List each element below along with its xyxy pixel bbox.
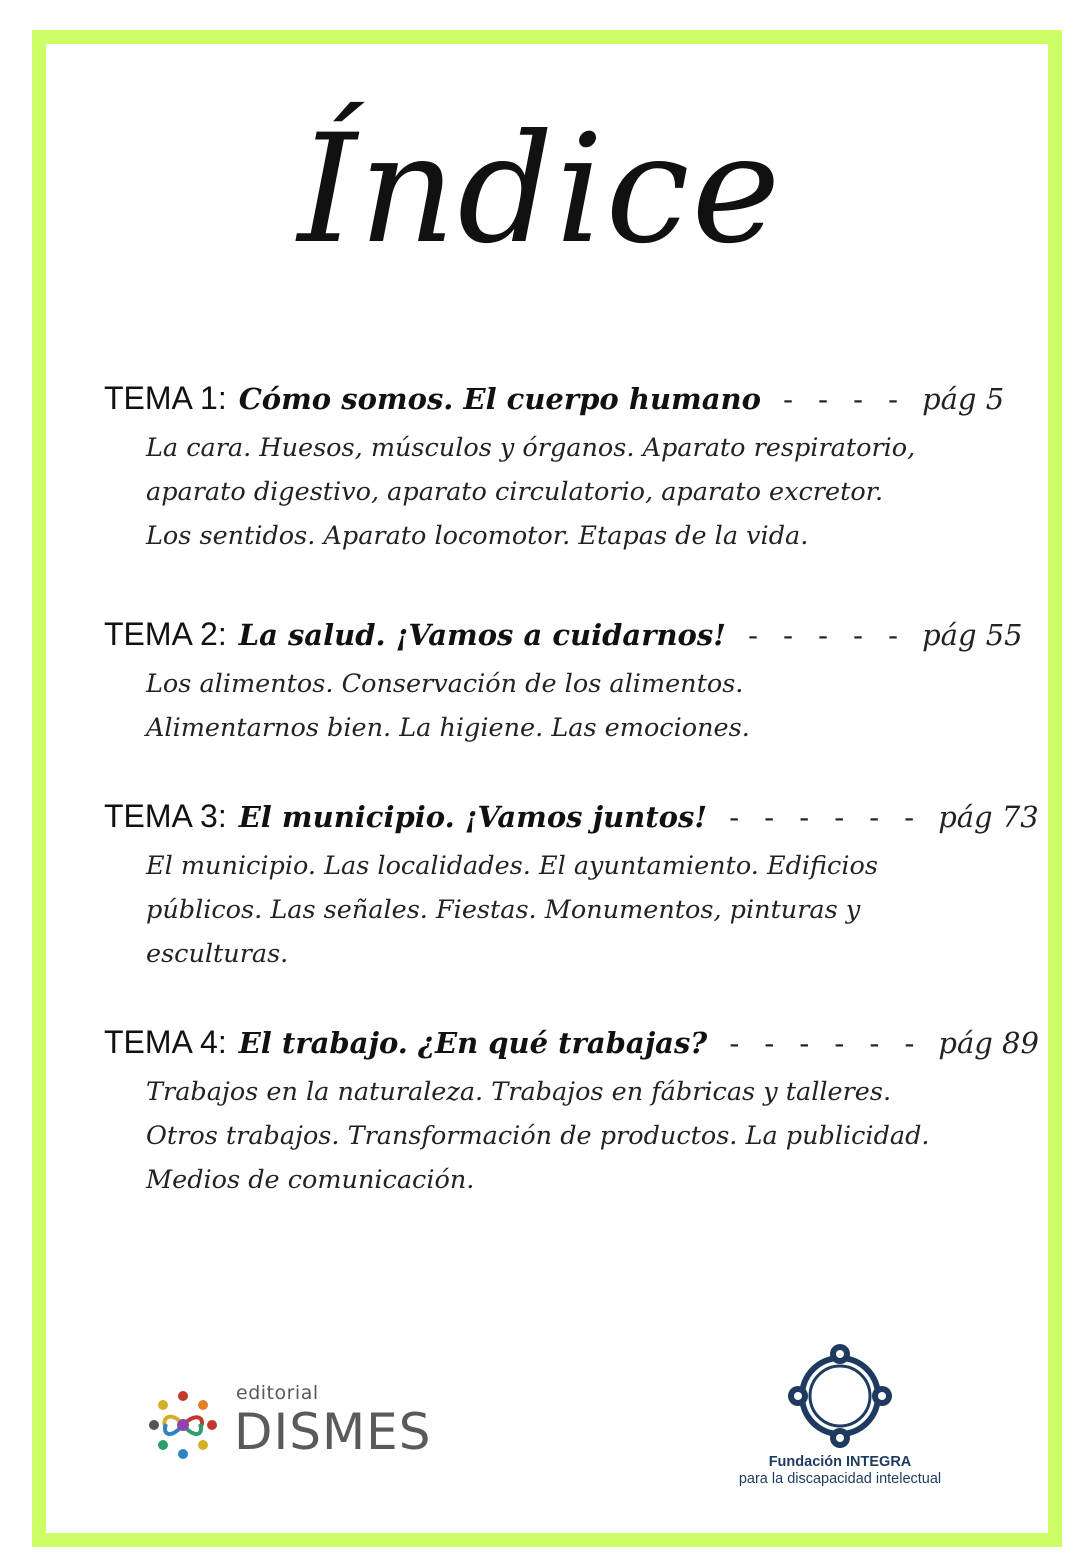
page-title: Índice (297, 103, 783, 277)
toc-description (146, 662, 986, 750)
toc-entry-3 (104, 796, 1039, 976)
toc-description-line: La cara. Huesos, músculos y órganos. Aparato respiratorio, (146, 433, 916, 463)
integra-emblem-icon (784, 1340, 896, 1452)
toc-prefix: TEMA 2: (104, 616, 227, 652)
toc-description (146, 1070, 986, 1202)
toc-title: El municipio. ¡Vamos juntos! (238, 800, 708, 834)
toc-description-line: Medios de comunicación. (146, 1165, 475, 1195)
toc-description (146, 844, 986, 976)
toc-prefix: TEMA 1: (104, 380, 227, 416)
toc-description-line: públicos. Las señales. Fiestas. Monumentos, pinturas y (146, 895, 861, 925)
dismes-emblem-icon (146, 1388, 220, 1462)
dismes-logo (146, 1382, 436, 1472)
toc-page-number: pág 73 (938, 800, 1039, 834)
toc-description-line: Otros trabajos. Transformación de productos. La publicidad. (146, 1121, 930, 1151)
toc-title: El trabajo. ¿En qué trabajas? (238, 1026, 708, 1060)
toc-description-line: Alimentarnos bien. La higiene. Las emociones. (146, 713, 750, 743)
toc-prefix: TEMA 3: (104, 798, 227, 834)
toc-title: La salud. ¡Vamos a cuidarnos! (238, 618, 726, 652)
toc-leader: - - - - - (747, 619, 907, 652)
toc-prefix: TEMA 4: (104, 1024, 227, 1060)
integra-logo (720, 1340, 960, 1490)
toc-heading (104, 614, 1023, 656)
toc-description-line: esculturas. (146, 939, 289, 969)
toc-heading (104, 796, 1039, 838)
toc-page-number: pág 55 (922, 618, 1023, 652)
dismes-logo-wordmark: DISMES (234, 1403, 432, 1461)
toc-page-number: pág 89 (938, 1026, 1039, 1060)
toc-description-line: Los sentidos. Aparato locomotor. Etapas de la vida. (146, 521, 809, 551)
toc-description-line: Los alimentos. Conservación de los alimentos. (146, 669, 744, 699)
toc-description-line: El municipio. Las localidades. El ayuntamiento. Edificios (146, 851, 878, 881)
integra-logo-name: Fundación INTEGRA (768, 1454, 912, 1470)
toc-leader: - - - - - - (729, 801, 923, 834)
dismes-logo-small-text: editorial (236, 1382, 319, 1404)
integra-logo-tagline: para la discapacidad intelectual (738, 1471, 942, 1487)
toc-page-number: pág 5 (922, 382, 1005, 416)
toc-leader: - - - - - - (729, 1027, 923, 1060)
toc-entry-2 (104, 614, 1023, 750)
toc-title: Cómo somos. El cuerpo humano (238, 382, 761, 416)
toc-entry-4 (104, 1022, 1039, 1202)
toc-description-line: aparato digestivo, aparato circulatorio, aparato excretor. (146, 477, 884, 507)
toc-entry-1 (104, 378, 1004, 558)
toc-description (146, 426, 986, 558)
toc-heading (104, 378, 1004, 420)
toc-leader: - - - - (782, 383, 907, 416)
toc-heading (104, 1022, 1039, 1064)
toc-description-line: Trabajos en la naturaleza. Trabajos en fábricas y talleres. (146, 1077, 892, 1107)
